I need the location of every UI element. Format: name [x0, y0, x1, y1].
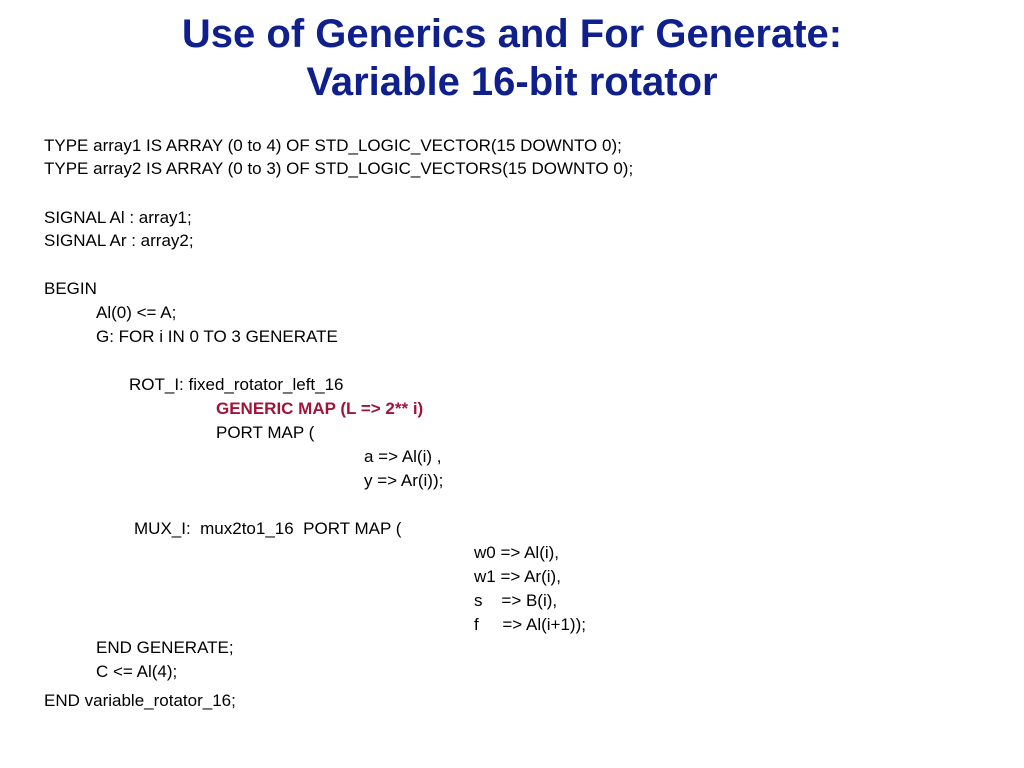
code-signal2: SIGNAL Ar : array2; [44, 231, 194, 250]
code-end-architecture: END variable_rotator_16; [44, 691, 236, 710]
code-mux-instance: MUX_I: mux2to1_16 PORT MAP ( [134, 519, 402, 538]
code-assign-al0: Al(0) <= A; [96, 303, 177, 322]
code-mux-s: s => B(i), [474, 591, 558, 610]
code-mux-w1: w1 => Ar(i), [474, 567, 561, 586]
code-mux-f: f => Al(i+1)); [474, 615, 586, 634]
code-end-generate: END GENERATE; [96, 638, 234, 657]
code-port-map-open: PORT MAP ( [216, 423, 315, 442]
code-assign-c: C <= Al(4); [96, 662, 178, 681]
code-generate-for: G: FOR i IN 0 TO 3 GENERATE [96, 327, 338, 346]
slide-title [0, 10, 1024, 106]
title-line-1: Use of Generics and For Generate: [181, 12, 843, 56]
code-type2: TYPE array2 IS ARRAY (0 to 3) OF STD_LOGIC_VECTORS(15 DOWNTO 0); [44, 159, 634, 178]
code-port-y: y => Ar(i)); [364, 471, 444, 490]
code-begin: BEGIN [44, 279, 97, 298]
code-signal1: SIGNAL Al : array1; [44, 208, 192, 227]
code-mux-w0: w0 => Al(i), [474, 543, 560, 562]
code-port-a: a => Al(i) , [364, 447, 442, 466]
code-type1: TYPE array1 IS ARRAY (0 to 4) OF STD_LOGIC_VECTOR(15 DOWNTO 0); [44, 136, 622, 155]
code-generic-map: GENERIC MAP (L => 2** i) [216, 399, 424, 418]
title-line-2: Variable 16-bit rotator [306, 60, 718, 104]
code-rot-instance: ROT_I: fixed_rotator_left_16 [129, 375, 344, 394]
